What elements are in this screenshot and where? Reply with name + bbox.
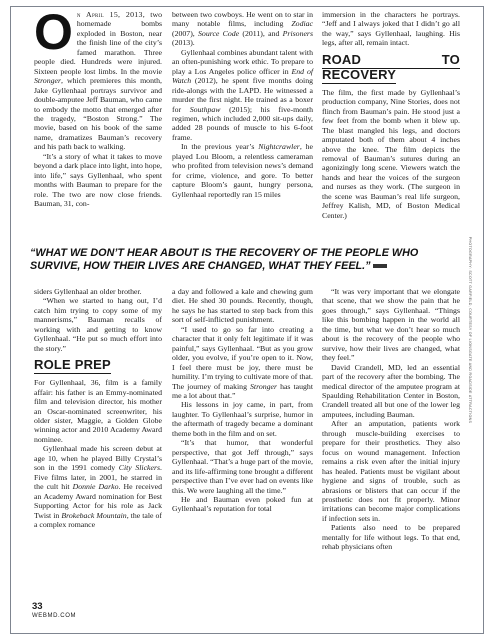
body-paragraph: “I used to go so far into creating a character that it only felt legitimate if it was painful,” says Gyllenhaal. “But as you grow older, you evolve, if you’re open to it. Now, I feel there must be joy, there must be humility. I’m trying to cultivate more of that. The journey of making Stronger has taught me a lot about that.” xyxy=(172,324,313,400)
body-paragraph: After an amputation, patients work through muscle-building exercises to prepare for their prosthetics. They also focus on wound management. Infection remains a risk even after the initial injury has healed. Patients must be vigilant about hygiene and signs of trouble, such as abrasions or blisters that can occur if the prosthetic does not fit properly. Minor irritations can become major complications if infection sets in. xyxy=(322,419,460,523)
pull-quote: “WHAT WE DON’T HEAR ABOUT IS THE RECOVERY OF THE PEOPLE WHO SURVIVE, HOW THEIR LIVES ARE CHANGED, WHAT THEY FEEL.” xyxy=(30,247,419,273)
lead-paragraph: On April 15, 2013, two homemade bombs exploded in Boston, near the finish line of the city’s famed marathon. Three people died. Hundreds were injured. Sixteen people lost limbs. In the movie Stronger, which premieres this month, Jake Gyllenhaal portrays survivor and double-amputee Jeff Bauman, who came to embody the motto that emerged after the tragedy, “Boston Strong.” The movie, based on his book of the same name, dramatizes Bauman’s recovery and his path back to walking. xyxy=(34,4,162,152)
body-paragraph: Gyllenhaal combines abundant talent with an often-punishing work ethic. To prepare to play a Los Angeles police officer in End of Watch (2012), he spent five months doing ride-alongs with the LAPD. He witnessed a murder the first night. He trained as a boxer for Southpaw (2015); his five-month regimen, which included 2,000 sit-ups daily, added 28 pounds of muscle to his 6-foot frame. xyxy=(172,47,314,142)
column-2-top xyxy=(172,10,313,199)
drop-cap: O xyxy=(34,4,73,60)
column-3-top xyxy=(322,10,460,220)
body-paragraph: siders Gyllenhaal an older brother. xyxy=(34,287,142,296)
page-number: 33 xyxy=(32,601,43,612)
section-heading: ROAD TO RECOVERY xyxy=(322,51,460,82)
quote-end-mark xyxy=(373,264,387,268)
body-paragraph: He and Bauman even poked fun at Gyllenhaal’s reputation for total xyxy=(172,494,313,514)
body-paragraph: Gyllenhaal made his screen debut at age 10, when he played Billy Crystal’s son in the 1991 comedy City Slickers. Five films later, in 2001, he starred in the cult hit Donnie Darko. He received an Academy Award nomination for Best Supporting Actor for his role as Jack Twist in Brokeback Mountain, the tale of a complex romance xyxy=(34,444,163,529)
body-paragraph: “When we started to hang out, I’d catch him trying to copy some of my mannerisms,” Bauman recalls of working with and getting to know Gyllenhaal. “He put so much effort into the story.” xyxy=(34,296,162,353)
body-paragraph: a day and followed a kale and chewing gum diet. He shed 30 pounds. Recently, though, he says he has started to step back from this sort of self-inflicted punishment. xyxy=(172,287,313,325)
body-paragraph: For Gyllenhaal, 36, film is a family affair: his father is an Emmy-nominated film and television director, his mother an Oscar-nominated screenwriter, his older sister, Maggie, a Golden Globe winning actor and 2010 Academy Award nominee. xyxy=(34,378,162,444)
column-2-bottom xyxy=(172,287,313,514)
page-folio xyxy=(32,602,76,620)
body-paragraph: between two cowboys. He went on to star in many notable films, including Zodiac (2007), Source Code (2011), and Prisoners (2013). xyxy=(172,10,313,48)
site-name: WEBMD.COM xyxy=(32,613,77,619)
column-1-top xyxy=(34,4,162,209)
body-paragraph: “It’s a story of what it takes to move beyond a dark place into light, into hope, into life,” says Gyllenhaal, who spent months with Bauman to prepare for the role. The two are now close friends. Bauman, 31, con- xyxy=(34,151,162,209)
body-paragraph: The film, the first made by Gyllenhaal’s production company, Nine Stories, does not flinch from Bauman’s pain. He stood just a few feet from the bomb when it blew up. The blast mangled his legs, and doctors amputated both of them about 4 inches above the knee. The film depicts the removal of Bauman’s sutures during an agonizingly long scene. Viewers watch the hands and hear the voices of the surgeon and nurses as they work. (The surgeon in the scene was Bauman’s real life surgeon, Jeffrey Kalish, MD, of Boston Medical Center.) xyxy=(322,87,460,220)
column-1-bottom xyxy=(34,287,162,529)
body-paragraph: Patients also need to be prepared mentally for life without legs. To that end, rehab physicians often xyxy=(322,523,460,552)
body-paragraph: David Crandell, MD, led an essential part of the recovery after the bombing. The medical director of the amputee program at Spaulding Rehabilitation Center in Boston, Crandell treated all but one of the lower leg amputees, including Bauman. xyxy=(322,362,460,419)
column-3-bottom xyxy=(322,287,460,552)
body-paragraph: In the previous year’s Nightcrawler, he played Lou Bloom, a relentless cameraman who profited from television news’s demand for crime, violence, and gore. To better capture Bloom’s gaunt, hungry persona, Gyllenhaal reportedly ran 15 miles xyxy=(172,142,313,199)
body-paragraph: immersion in the characters he portrays. “Jeff and I always joked that I didn’t go all the way,” says Gyllenhaal, laughing. His legs, after all, remain intact. xyxy=(322,10,460,48)
body-paragraph: His lessons in joy came, in part, from laughter. To Gyllenhaal’s surprise, humor in the aftermath of tragedy became a dominant theme both in the film and on set. xyxy=(172,400,313,438)
photo-credit: PHOTOGRAPHY: SCOTT GARFIELD, COURTESY OF LIONSGATE AND ROADSIDE ATTRACTIONS xyxy=(468,236,472,424)
section-heading: ROLE PREP xyxy=(34,357,111,373)
body-paragraph: “It’s that humor, that wonderful perspective, that got Jeff through,” says Gyllenhaal. “That’s a huge part of the movie, and its life-affirming tone brought a different perspective than I’ve ever had on events like this. We were laughing all the time.” xyxy=(172,438,313,495)
body-paragraph: “It was very important that we elongate that scene, that we show the pain that he goes through,” says Gyllenhaal. “Things like this bombing happen in the world all the time, but what we don’t hear so much about is the recovery of the people who survive, how their lives are changed, what they feel.” xyxy=(322,287,460,363)
